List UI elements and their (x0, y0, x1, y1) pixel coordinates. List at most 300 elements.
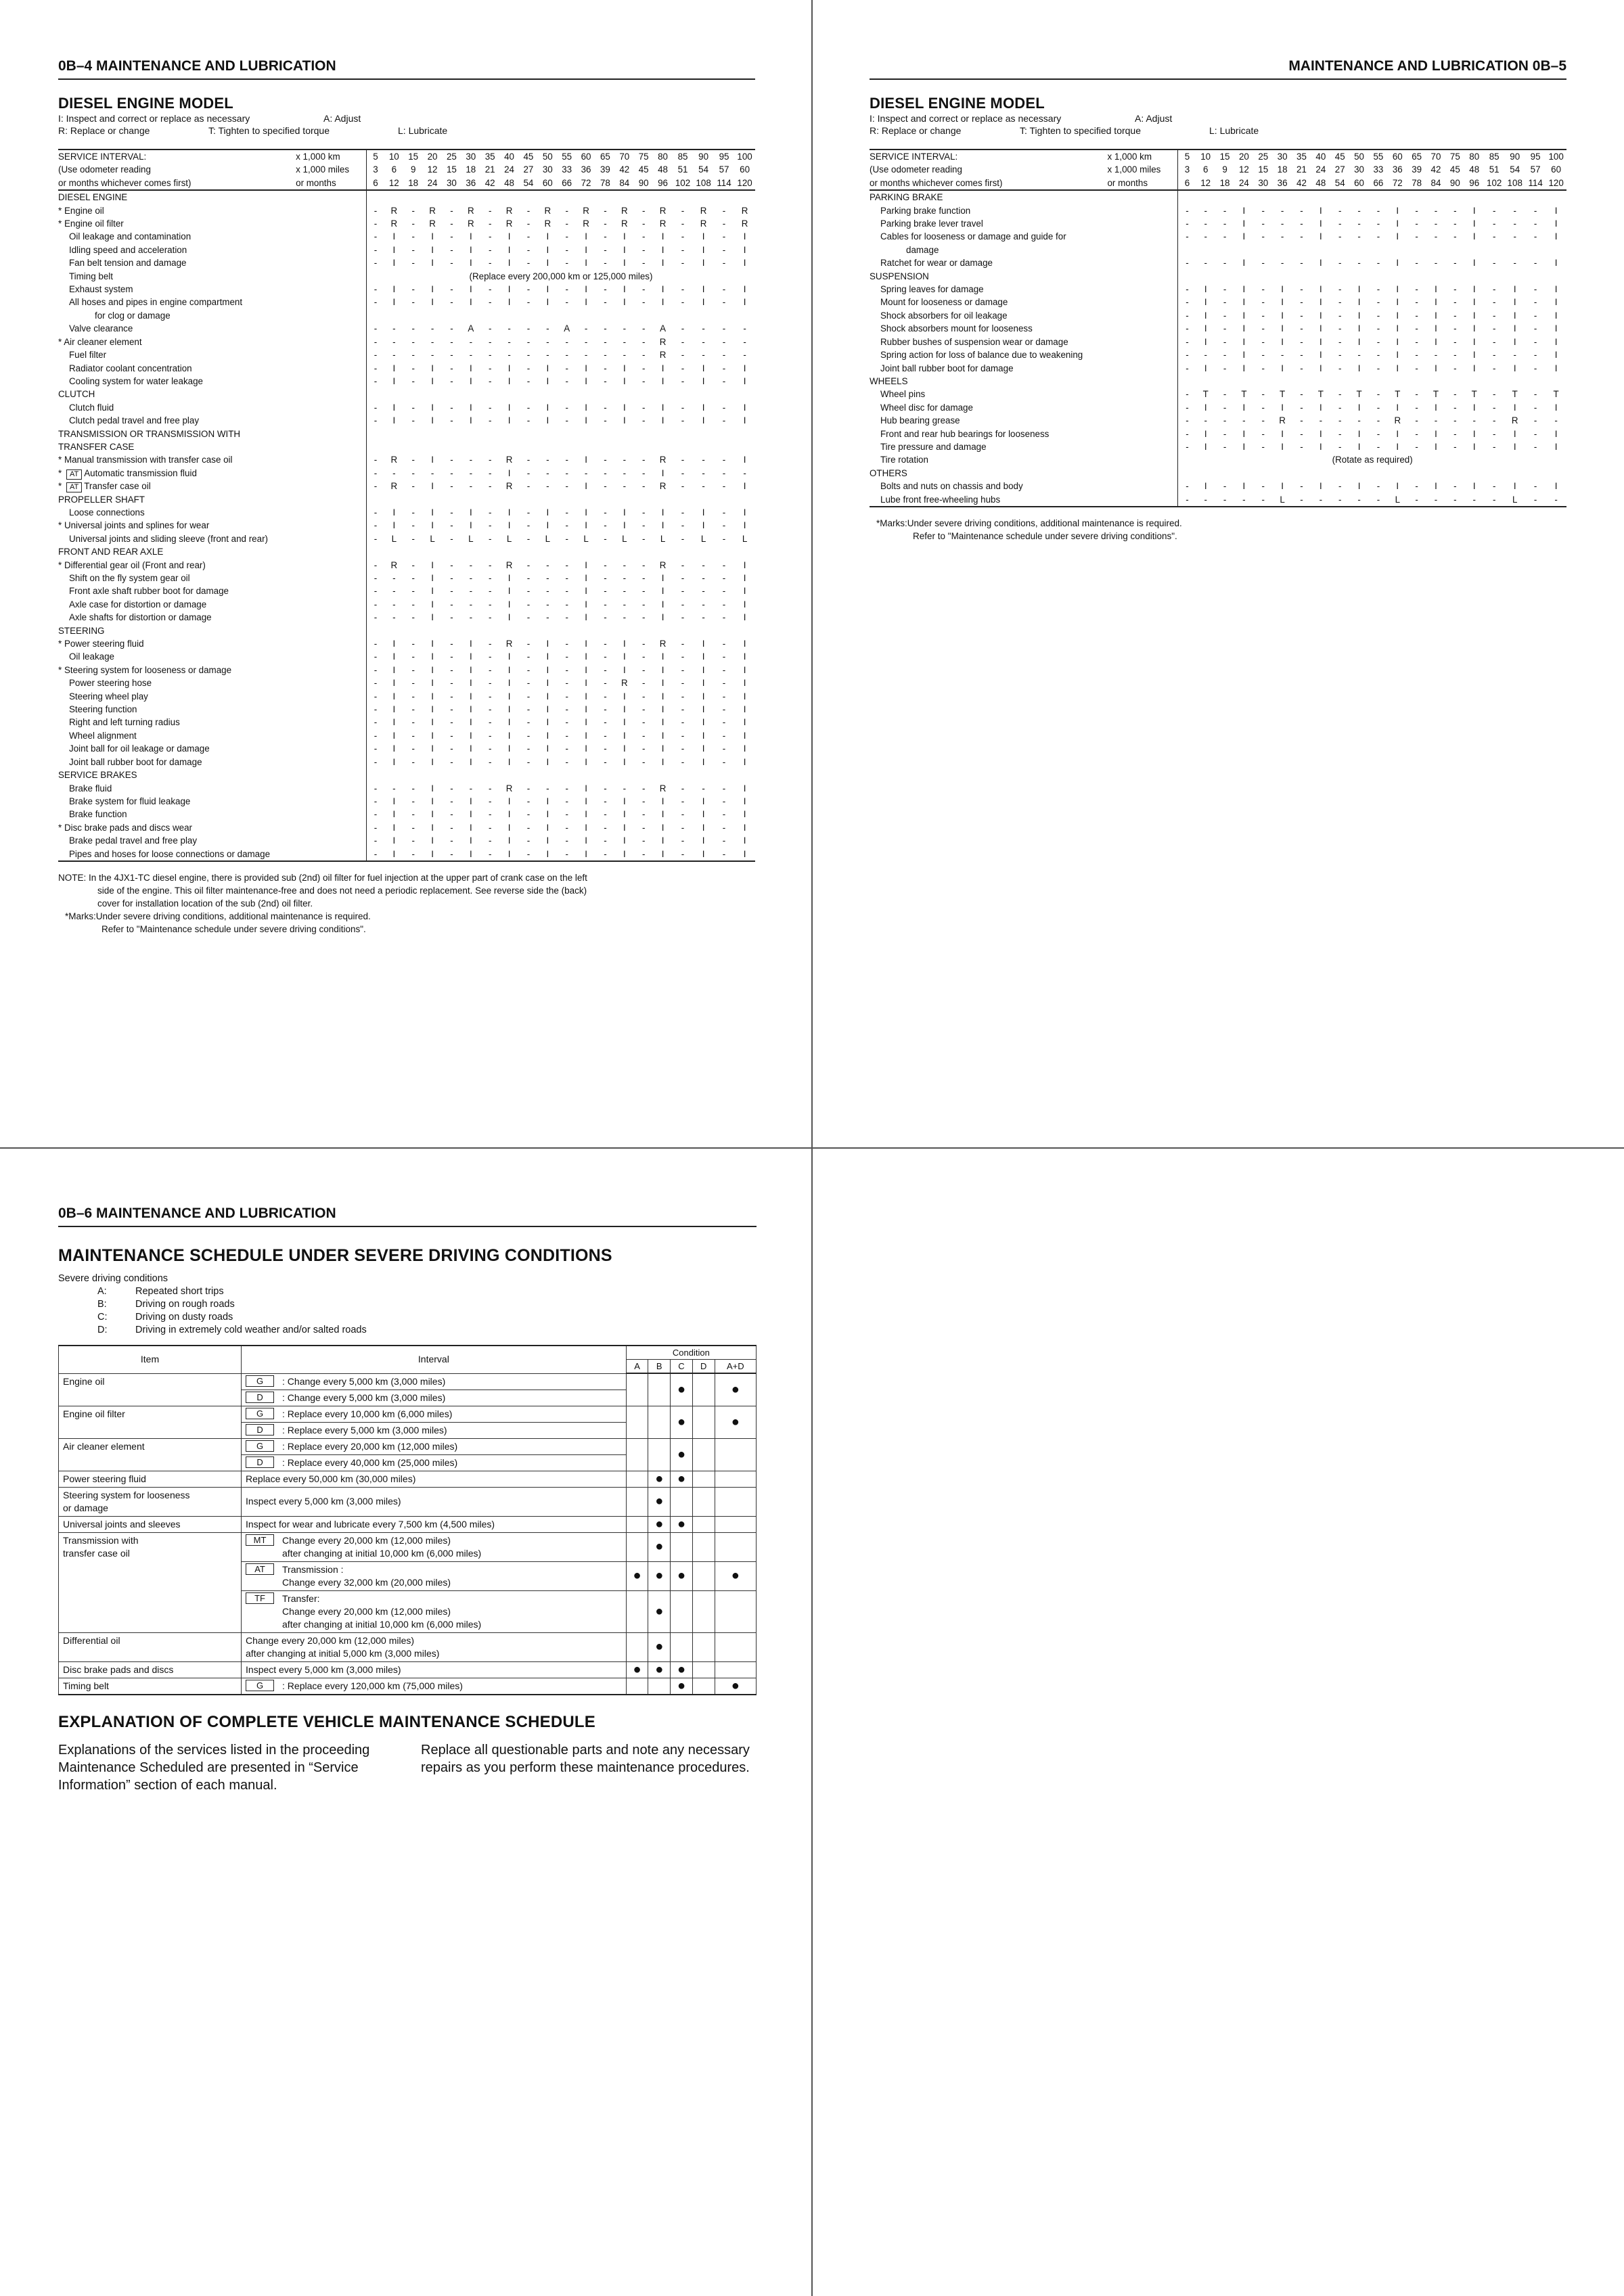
schedule-cell: I (469, 730, 472, 741)
item-text: Power steering hose (69, 678, 152, 689)
schedule-cell: - (1261, 284, 1265, 295)
condition-cell: ● (648, 1632, 671, 1661)
severe-mark: * (58, 205, 64, 216)
schedule-cell: I (508, 691, 511, 702)
schedule-cell: I (431, 231, 434, 242)
schedule-cell: I (661, 573, 664, 583)
interval-value: 84 (615, 177, 634, 190)
interval-value: 39 (600, 164, 610, 175)
schedule-row (58, 690, 755, 703)
interval-value: 72 (577, 177, 595, 190)
interval-value: 5 (366, 150, 384, 163)
item-text: Wheel alignment (69, 730, 137, 741)
schedule-cell: I (1204, 310, 1207, 321)
interval-value: 36 (1273, 177, 1292, 190)
schedule-cell (577, 190, 595, 204)
schedule-cell: - (526, 822, 531, 833)
schedule-cell: - (488, 599, 492, 610)
interval-cell (242, 1532, 627, 1561)
schedule-cell: - (1223, 297, 1227, 308)
schedule-cell: I (585, 284, 587, 295)
schedule-cell: - (450, 664, 453, 675)
schedule-cell (499, 309, 518, 322)
schedule-cell: I (431, 284, 434, 295)
interval-value: 51 (677, 164, 688, 175)
interval-value: 15 (1215, 150, 1234, 163)
schedule-cell (366, 309, 384, 322)
category-row (58, 545, 755, 558)
schedule-cell: - (1434, 219, 1438, 229)
schedule-cell: - (1453, 363, 1457, 373)
schedule-cell: I (1242, 363, 1246, 373)
schedule-cell (499, 493, 518, 506)
schedule-cell: - (1453, 205, 1457, 216)
schedule-cell: I (392, 520, 396, 531)
schedule-cell (384, 309, 403, 322)
schedule-cell: - (1415, 350, 1418, 361)
schedule-cell: I (585, 796, 587, 806)
schedule-cell: I (743, 402, 746, 413)
schedule-cell (1484, 375, 1505, 388)
category-row (870, 190, 1566, 204)
category-label: TRANSMISSION OR TRANSMISSION WITH (58, 428, 241, 439)
schedule-cell: I (743, 573, 746, 583)
item-label (58, 572, 366, 584)
schedule-cell: I (1472, 219, 1476, 229)
schedule-row (58, 782, 755, 795)
category-row (58, 624, 755, 637)
schedule-cell: - (1472, 415, 1476, 426)
schedule-cell: I (661, 704, 664, 715)
severe-mark: * (58, 219, 64, 229)
schedule-cell: - (641, 297, 646, 308)
schedule-cell: I (1396, 297, 1399, 308)
schedule-cell: - (411, 231, 415, 242)
category-row (870, 375, 1566, 388)
schedule-cell: L (742, 533, 748, 544)
schedule-cell (1292, 467, 1311, 480)
schedule-cell: R (583, 205, 589, 216)
schedule-cell: - (1453, 219, 1457, 229)
interval-value: 18 (1215, 177, 1234, 190)
schedule-cell (366, 388, 384, 400)
schedule-cell: T (1512, 389, 1518, 400)
schedule-cell (1445, 375, 1464, 388)
schedule-cell (615, 309, 634, 322)
interval-value: 48 (658, 164, 669, 175)
condition-cell (626, 1471, 648, 1487)
schedule-cell: I (1554, 231, 1558, 242)
schedule-cell: - (488, 822, 492, 833)
schedule-cell (442, 428, 461, 440)
interval-value: 95 (1525, 150, 1546, 163)
schedule-cell (384, 388, 403, 400)
interval-label: or months whichever comes first) (870, 177, 1107, 190)
condition-cell (626, 1516, 648, 1532)
item-text: Joint ball rubber boot for damage (69, 756, 202, 767)
schedule-cell: I (743, 756, 746, 767)
schedule-cell (480, 768, 499, 781)
schedule-cell: - (722, 756, 726, 767)
schedule-cell: I (702, 717, 705, 728)
schedule-cell: I (702, 244, 705, 255)
schedule-cell: - (1311, 493, 1330, 507)
schedule-cell: I (392, 297, 396, 308)
item-text: Fuel filter (69, 350, 107, 361)
severe-conditions-intro: Severe driving conditions (58, 1273, 168, 1284)
schedule-cell (673, 428, 694, 440)
schedule-cell: - (565, 599, 568, 610)
schedule-cell (1292, 375, 1311, 388)
schedule-cell: - (1223, 231, 1227, 242)
schedule-cell: I (469, 796, 472, 806)
schedule-cell (634, 428, 653, 440)
schedule-cell: - (623, 467, 627, 478)
schedule-cell: I (585, 520, 587, 531)
item-label (58, 230, 366, 243)
schedule-cell: I (1396, 219, 1399, 229)
schedule-cell: - (526, 455, 531, 465)
schedule-cell: - (641, 809, 646, 820)
item-label (870, 493, 1178, 507)
schedule-cell: - (366, 742, 384, 755)
schedule-cell: - (411, 599, 415, 610)
interval-header-row (870, 150, 1566, 163)
schedule-cell (1273, 467, 1292, 480)
schedule-cell: - (411, 743, 415, 754)
schedule-cell: - (526, 533, 531, 544)
schedule-cell (384, 493, 403, 506)
interval-text: : Change every 5,000 km (3,000 miles) (282, 1392, 446, 1403)
schedule-cell: I (577, 848, 595, 861)
schedule-cell: - (526, 205, 531, 216)
schedule-cell (615, 624, 634, 637)
schedule-cell: - (1415, 231, 1418, 242)
item-text: Steering wheel play (69, 691, 148, 702)
schedule-cell: R (505, 205, 513, 216)
schedule-row (870, 204, 1566, 217)
interval-value: 75 (634, 150, 653, 163)
schedule-row (870, 362, 1566, 375)
interval-text: : Replace every 10,000 km (6,000 miles) (282, 1408, 453, 1419)
schedule-cell: I (661, 258, 664, 269)
schedule-cell: - (1492, 441, 1496, 452)
schedule-cell: I (546, 520, 549, 531)
schedule-cell: I (623, 809, 626, 820)
schedule-cell: - (565, 743, 568, 754)
schedule-cell: - (1492, 284, 1496, 295)
schedule-cell: - (722, 415, 726, 426)
schedule-cell (714, 768, 734, 781)
schedule-cell (615, 190, 634, 204)
schedule-cell: - (1434, 258, 1438, 269)
schedule-cell: I (661, 835, 664, 846)
schedule-cell: - (681, 481, 685, 492)
schedule-cell: - (488, 809, 492, 820)
transmission-type-box: AT (246, 1563, 274, 1575)
schedule-cell: - (1338, 481, 1342, 492)
schedule-cell (1465, 190, 1484, 204)
item-label (870, 204, 1178, 217)
schedule-cell: - (526, 756, 531, 767)
schedule-cell: - (1223, 336, 1227, 347)
condition-cell (715, 1516, 756, 1532)
schedule-cell (693, 624, 714, 637)
schedule-cell: T (1317, 389, 1324, 400)
schedule-cell: R (505, 559, 513, 570)
schedule-cell: I (702, 835, 705, 846)
schedule-cell (615, 768, 634, 781)
schedule-cell: I (1396, 336, 1399, 347)
severe-conditions-table (58, 1345, 757, 1695)
schedule-cell: - (411, 467, 415, 478)
schedule-cell: - (1376, 389, 1380, 400)
schedule-cell: - (1453, 258, 1457, 269)
schedule-cell (404, 545, 423, 558)
schedule-cell (558, 190, 577, 204)
schedule-cell: R (429, 219, 436, 229)
schedule-cell (615, 440, 634, 453)
schedule-cell: I (431, 599, 434, 610)
schedule-cell: I (702, 704, 705, 715)
interval-value: 100 (734, 150, 755, 163)
schedule-cell (461, 309, 480, 322)
schedule-cell: - (565, 717, 568, 728)
schedule-cell: I (1554, 441, 1558, 452)
schedule-cell: - (604, 415, 607, 426)
schedule-cell: R (544, 205, 551, 216)
schedule-cell: I (623, 822, 626, 833)
interval-cell (242, 1678, 627, 1695)
schedule-cell: - (565, 573, 568, 583)
item-label (58, 808, 366, 821)
schedule-cell: - (722, 350, 726, 361)
schedule-cell (1234, 270, 1253, 283)
schedule-row (870, 428, 1566, 440)
schedule-cell: I (431, 691, 434, 702)
schedule-cell: I (508, 244, 511, 255)
schedule-cell: I (702, 258, 705, 269)
schedule-cell (538, 309, 557, 322)
schedule-cell: I (1472, 205, 1476, 216)
interval-value: 42 (1430, 164, 1441, 175)
schedule-cell: - (411, 297, 415, 308)
interval-value: 36 (1392, 164, 1403, 175)
schedule-cell: - (722, 258, 726, 269)
header-condition-col: B (648, 1360, 671, 1374)
schedule-cell: - (722, 533, 726, 544)
schedule-cell: - (450, 639, 453, 649)
schedule-cell: - (526, 599, 531, 610)
interval-value: 57 (1530, 164, 1541, 175)
schedule-cell (1426, 190, 1445, 204)
schedule-row (58, 375, 755, 388)
schedule-cell: R (390, 219, 398, 229)
schedule-row (870, 322, 1566, 335)
schedule-cell: - (1319, 415, 1323, 426)
schedule-cell: I (585, 809, 587, 820)
schedule-cell: - (488, 691, 492, 702)
schedule-cell: - (641, 231, 646, 242)
schedule-cell: - (1415, 441, 1418, 452)
schedule-cell: - (565, 835, 568, 846)
schedule-cell (1330, 190, 1349, 204)
interval-value: 84 (1426, 177, 1445, 190)
schedule-cell: - (366, 795, 384, 808)
schedule-cell: - (526, 297, 531, 308)
schedule-cell: I (431, 520, 434, 531)
condition-cell: ● (671, 1373, 693, 1406)
schedule-cell: - (604, 219, 607, 229)
transmission-type-box: D (246, 1392, 274, 1403)
schedule-row (58, 598, 755, 611)
schedule-cell (1196, 270, 1215, 283)
schedule-cell: - (411, 783, 415, 794)
category-row (58, 190, 755, 204)
condition-text: Repeated short trips (135, 1286, 224, 1297)
schedule-cell: I (661, 402, 664, 413)
schedule-cell: I (431, 639, 434, 649)
schedule-cell: - (526, 415, 531, 426)
condition-item (58, 1324, 757, 1337)
schedule-cell (538, 190, 557, 204)
interval-value: 114 (1525, 177, 1546, 190)
schedule-cell: I (1554, 258, 1558, 269)
maintenance-schedule-table (58, 149, 755, 862)
item-label (58, 480, 366, 492)
interval-value: 54 (698, 164, 709, 175)
schedule-cell: - (1533, 481, 1537, 492)
schedule-cell: - (702, 467, 705, 478)
schedule-cell: I (661, 507, 664, 518)
schedule-cell: I (508, 402, 511, 413)
schedule-cell (538, 768, 557, 781)
schedule-cell (1504, 270, 1525, 283)
schedule-cell: - (623, 599, 627, 610)
schedule-cell: - (565, 205, 568, 216)
schedule-cell: - (641, 691, 646, 702)
schedule-cell (734, 388, 755, 400)
schedule-cell: - (641, 205, 646, 216)
schedule-cell: - (411, 691, 415, 702)
schedule-cell (1525, 244, 1546, 256)
schedule-cell: I (508, 664, 511, 675)
schedule-cell: I (1357, 481, 1361, 492)
schedule-cell: - (1492, 297, 1496, 308)
schedule-cell (423, 545, 442, 558)
condition-cell: ● (671, 1438, 693, 1471)
schedule-cell: I (1513, 441, 1516, 452)
schedule-cell: I (702, 796, 705, 806)
schedule-cell (653, 545, 672, 558)
condition-cell (692, 1678, 715, 1695)
schedule-cell: I (623, 375, 626, 386)
notes (58, 871, 755, 936)
item-label (58, 256, 366, 269)
schedule-cell: - (641, 533, 646, 544)
schedule-cell (1215, 375, 1234, 388)
item-text: Clutch pedal travel and free play (69, 415, 200, 426)
schedule-cell: I (431, 244, 434, 255)
schedule-cell: - (1261, 428, 1265, 439)
schedule-cell: I (1204, 297, 1207, 308)
schedule-cell: - (411, 573, 415, 583)
schedule-cell: I (661, 756, 664, 767)
schedule-cell: I (508, 520, 511, 531)
schedule-cell: - (1178, 440, 1196, 453)
schedule-cell: I (1396, 310, 1399, 321)
schedule-cell: I (702, 678, 705, 689)
condition-cell: ● (648, 1487, 671, 1516)
item-text: damage (906, 244, 939, 255)
schedule-cell: I (743, 743, 746, 754)
schedule-cell: - (702, 455, 705, 465)
interval-cell (242, 1422, 627, 1438)
schedule-cell: - (488, 639, 492, 649)
schedule-cell: I (623, 835, 626, 846)
schedule-cell: I (469, 297, 472, 308)
schedule-cell: I (1513, 297, 1516, 308)
page-header: 0B–6 MAINTENANCE AND LUBRICATION (58, 1206, 757, 1227)
interval-value: 42 (480, 177, 499, 190)
schedule-row (58, 637, 755, 650)
schedule-cell: - (1453, 336, 1457, 347)
schedule-row (58, 204, 755, 217)
interval-header-row (58, 150, 755, 163)
schedule-cell: I (702, 520, 705, 531)
transmission-type-box: G (246, 1440, 274, 1452)
schedule-cell: - (595, 848, 614, 861)
schedule-row (870, 480, 1566, 492)
interval-cell: Replace every 50,000 km (30,000 miles) (242, 1471, 627, 1487)
schedule-cell: - (366, 821, 384, 834)
schedule-cell: I (623, 231, 626, 242)
schedule-cell: I (1242, 428, 1246, 439)
interval-value: 24 (1315, 164, 1326, 175)
schedule-cell: - (411, 205, 415, 216)
schedule-cell: I (585, 455, 587, 465)
schedule-cell: - (366, 716, 384, 729)
schedule-cell: I (585, 691, 587, 702)
schedule-cell: - (469, 612, 473, 623)
schedule-cell: L (391, 533, 397, 544)
schedule-cell: I (546, 258, 549, 269)
schedule-cell: - (450, 244, 453, 255)
page-divider-horizontal (0, 1147, 1624, 1149)
schedule-cell: I (431, 796, 434, 806)
schedule-cell: - (1300, 481, 1303, 492)
schedule-cell: - (546, 573, 549, 583)
schedule-cell: I (469, 651, 472, 662)
schedule-cell: - (1415, 310, 1418, 321)
schedule-cell (558, 388, 577, 400)
schedule-cell: - (366, 336, 384, 348)
schedule-cell (1311, 270, 1330, 283)
schedule-cell: I (392, 258, 396, 269)
schedule-cell: - (641, 323, 646, 334)
schedule-cell: I (661, 822, 664, 833)
schedule-cell (1407, 270, 1426, 283)
schedule-cell: I (546, 691, 549, 702)
schedule-cell: - (584, 336, 588, 347)
item-text: Wheel pins (880, 389, 926, 400)
schedule-row (870, 414, 1566, 427)
schedule-cell: - (488, 796, 492, 806)
schedule-cell (519, 388, 538, 400)
schedule-cell: - (411, 586, 415, 597)
item-cell: Engine oil filter (59, 1406, 242, 1438)
interval-text: : Change every 5,000 km (3,000 miles) (282, 1375, 446, 1387)
